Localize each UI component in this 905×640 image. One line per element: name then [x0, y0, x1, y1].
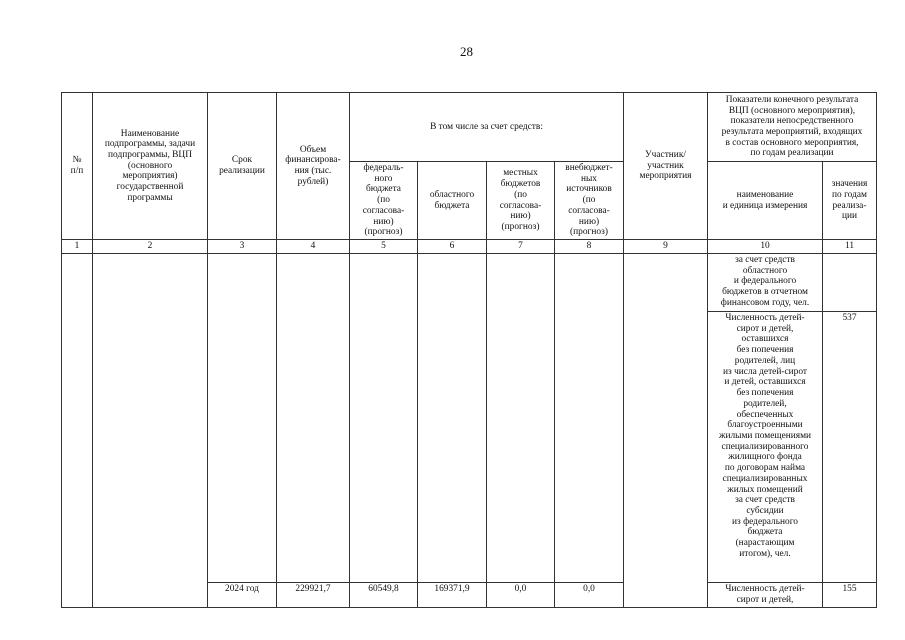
cell-participant — [624, 254, 708, 608]
cell-indicator-name: за счет средств областного и федерального бюджетов в отчетном финансовом году, чел. — [708, 254, 823, 312]
cell-indicator-value: 537 — [823, 312, 877, 583]
cell-indicator-value — [823, 254, 877, 312]
column-number: 5 — [350, 240, 418, 254]
cell-extra: 0,0 — [555, 583, 624, 608]
cell-indicator-value: 155 — [823, 583, 877, 608]
cell-name — [93, 254, 208, 608]
cell-regional: 169371,9 — [418, 583, 487, 608]
header-col-federal: федераль- ного бюджета (по согласова- нию) (прогноз) — [350, 162, 418, 240]
column-number: 3 — [208, 240, 277, 254]
cell-local: 0,0 — [487, 583, 555, 608]
header-col-number: № п/п — [62, 93, 93, 240]
cell-federal: 60549,8 — [350, 583, 418, 608]
column-number: 10 — [708, 240, 823, 254]
header-col-indicator-value: значения по годам реализа- ции — [823, 162, 877, 240]
program-table — [61, 92, 877, 608]
header-col-period: Срок реализации — [208, 93, 277, 240]
column-number: 11 — [823, 240, 877, 254]
header-budget-group: В том числе за счет средств: — [350, 93, 624, 162]
header-col-indicator-name: наименование и единица измерения — [708, 162, 823, 240]
column-number: 9 — [624, 240, 708, 254]
column-number: 4 — [277, 240, 350, 254]
cell-extra — [555, 254, 624, 583]
table-row — [62, 254, 877, 312]
header-col-regional: областного бюджета — [418, 162, 487, 240]
header-col-total: Объем финансирова- ния (тыс. рублей) — [277, 93, 350, 240]
cell-total — [277, 254, 350, 583]
cell-regional — [418, 254, 487, 583]
page-number: 28 — [460, 44, 473, 59]
cell-indicator-name: Численность детей- сирот и детей, — [708, 583, 823, 608]
cell-period — [208, 254, 277, 583]
cell-indicator-name: Численность детей- сирот и детей, оставшихся без попечения родителей, лиц из числа детей-сирот и детей, оставшихся без попечения родителей, обеспеченных благоустроенными жилыми помещениями специализированного жилищного фонда по договорам найма специализированных жилых помещений за счет средств субсидии из федерального бюджета (нарастающим итогом), чел. — [708, 312, 823, 583]
cell-total: 229921,7 — [277, 583, 350, 608]
cell-number — [62, 254, 93, 608]
header-col-participant: Участник/ участник мероприятия — [624, 93, 708, 240]
column-number: 1 — [62, 240, 93, 254]
column-number: 8 — [555, 240, 624, 254]
column-number: 2 — [93, 240, 208, 254]
header-col-name: Наименование подпрограммы, задачи подпрограммы, ВЦП (основного мероприятия) государственной программы — [93, 93, 208, 240]
column-number: 6 — [418, 240, 487, 254]
cell-period: 2024 год — [208, 583, 277, 608]
cell-local — [487, 254, 555, 583]
header-indicator-group: Показатели конечного результата ВЦП (основного мероприятия), показатели непосредственного результата мероприятий, входящих в состав основного мероприятия, по годам реализации — [708, 93, 877, 162]
column-number-row — [62, 240, 877, 254]
header-col-local: местных бюджетов (по согласова- нию) (прогноз) — [487, 162, 555, 240]
header-row-1 — [62, 93, 877, 162]
header-col-extra: внебюджет- ных источников (по согласова- нию) (прогноз) — [555, 162, 624, 240]
column-number: 7 — [487, 240, 555, 254]
cell-federal — [350, 254, 418, 583]
